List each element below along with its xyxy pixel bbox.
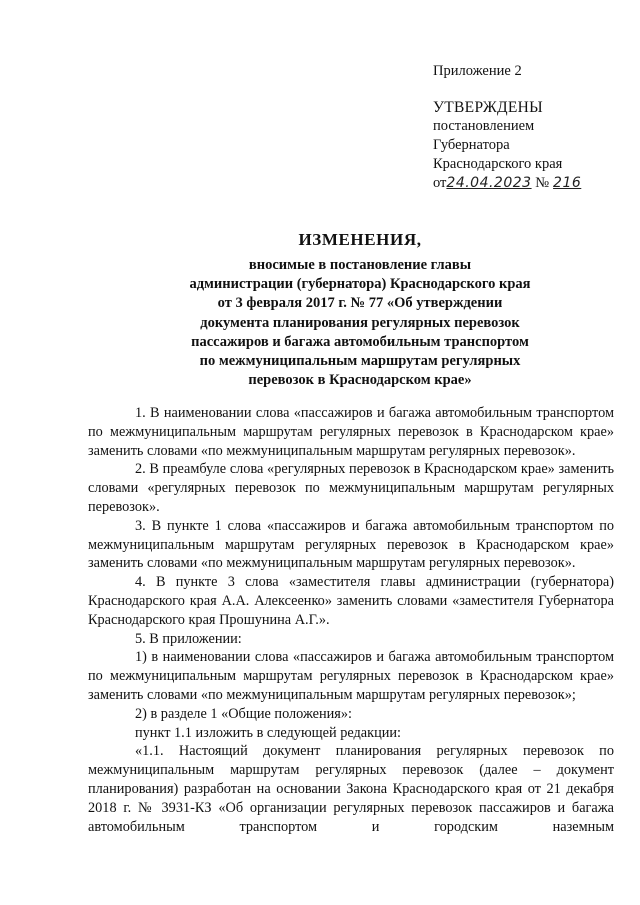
approval-block (433, 62, 581, 193)
title-line: вносимые в постановление главы (248, 257, 472, 273)
number-sign: № (535, 175, 550, 191)
body-paragraph: 1. В наименовании слова «пассажиров и багажа автомобильным транспортом по межмуниципальным маршрутам регулярных перевозок в Краснодарском крае» заменить словами «по межмуниципальным маршрутам регулярных перевозок». (88, 405, 614, 459)
approval-line-governor: Губернатора (433, 137, 510, 153)
approval-date-line (433, 174, 581, 193)
title-line: пассажиров и багажа автомобильным транспортом (191, 333, 529, 350)
approval-line-decree: постановлением (433, 118, 535, 134)
document-body (88, 404, 614, 836)
handwritten-number: 216 (553, 175, 582, 191)
body-paragraph: 2) в разделе 1 «Общие положения»: (135, 705, 352, 722)
body-paragraph: 5. В приложении: (135, 630, 242, 647)
body-paragraph: «1.1. Настоящий документ планирования регулярных перевозок по межмуниципальным маршрутам регулярных перевозок (далее – документ планирования) разработан на основании Закона Краснодарского края от 21 декабря 2018 г. № 3931-КЗ «Об организации регулярных перевозок пассажиров и багажа автомобильным транспортом и городским наземным (88, 743, 614, 835)
approved-heading: УТВЕРЖДЕНЫ (433, 99, 543, 116)
title-line: от 3 февраля 2017 г. № 77 «Об утверждении (217, 295, 503, 312)
body-paragraph: 3. В пункте 1 слова «пассажиров и багажа автомобильным транспортом по межмуниципальным маршрутам регулярных перевозок в Краснодарском крае» заменить словами «по межмуниципальным маршрутам регулярных перевозок». (88, 517, 614, 572)
title-subtitle (60, 256, 640, 390)
body-paragraph: 4. В пункте 3 слова «заместителя главы администрации (губернатора) Краснодарского края А.А. Алексеенко» заменить словами «заместителя Губернатора Краснодарского края Прошунина А.Г.». (88, 574, 614, 628)
title-line: по межмуниципальным маршрутам регулярных (199, 353, 521, 370)
approval-line-region: Краснодарского края (433, 156, 563, 172)
body-paragraph: 1) в наименовании слова «пассажиров и багажа автомобильным транспортом по межмуниципальным маршрутам регулярных перевозок в Краснодарском крае» заменить словами «по межмуниципальным маршрутам регулярных перевозок»; (88, 649, 614, 703)
body-paragraph: 2. В преамбуле слова «регулярных перевозок в Краснодарском крае» заменить словами «регулярных перевозок по межмуниципальным маршрутам регулярных перевозок». (88, 461, 614, 515)
title-main: ИЗМЕНЕНИЯ, (298, 230, 422, 249)
title-line: документа планирования регулярных перевозок (200, 314, 520, 331)
document-title (60, 229, 640, 390)
handwritten-date: 24.04.2023 (446, 175, 532, 191)
title-line: администрации (губернатора) Краснодарского края (189, 276, 531, 293)
date-prefix: от (433, 175, 447, 191)
appendix-label: Приложение 2 (433, 63, 522, 79)
body-paragraph: пункт 1.1 изложить в следующей редакции: (135, 724, 402, 741)
title-line: перевозок в Краснодарском крае» (248, 372, 472, 389)
